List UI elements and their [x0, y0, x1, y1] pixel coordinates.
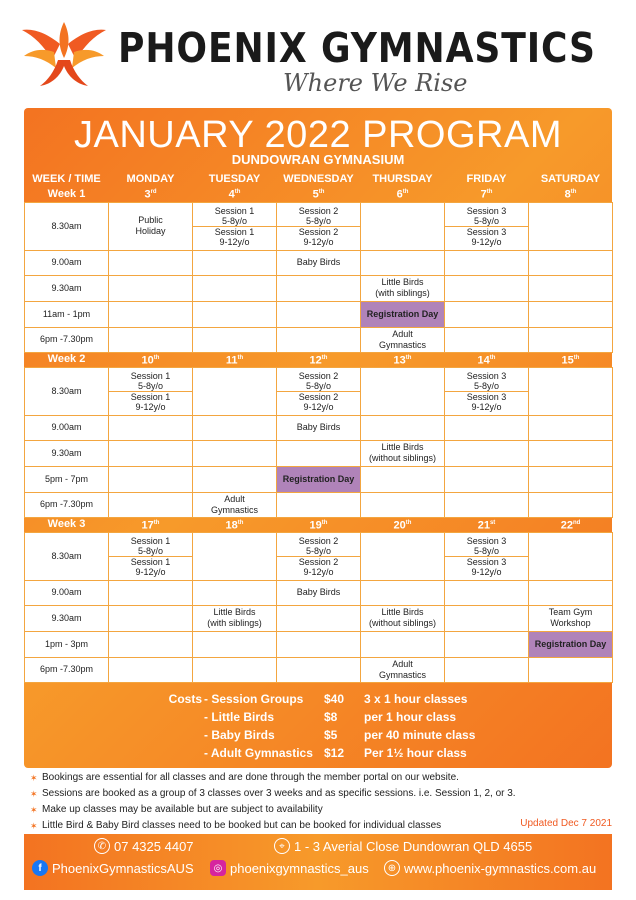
class-cell — [529, 275, 613, 301]
date-cell: 19th — [309, 519, 328, 532]
class-cell — [109, 466, 193, 492]
class-cell — [529, 657, 613, 682]
class-cell — [193, 466, 277, 492]
registration-day-cell: Registration Day — [529, 631, 613, 657]
program-title: JANUARY 2022 PROGRAM — [74, 114, 562, 156]
class-cell: Team Gym Workshop — [529, 605, 613, 631]
schedule-row — [25, 202, 613, 250]
cost-row — [24, 692, 612, 710]
class-cell — [109, 605, 193, 631]
date-cell: 18th — [225, 519, 244, 532]
class-cell — [529, 492, 613, 517]
schedule-row — [25, 605, 613, 631]
time-label: 9.30am — [25, 440, 109, 466]
class-cell — [109, 657, 193, 682]
class-cell — [193, 275, 277, 301]
cost-item: - Session Groups — [204, 692, 304, 706]
class-cell: Session 1 5-8y/o Session 1 9-12y/o — [109, 532, 193, 580]
class-cell — [361, 492, 445, 517]
time-label: 6pm -7.30pm — [25, 657, 109, 682]
class-cell — [529, 301, 613, 327]
class-cell — [529, 532, 613, 580]
class-cell — [277, 657, 361, 682]
date-cell: 4th — [228, 189, 241, 202]
location-pin-icon: ⌖ — [274, 838, 290, 854]
class-cell — [445, 440, 529, 466]
class-cell — [109, 301, 193, 327]
date-cell: 13th — [393, 354, 412, 367]
bird-bullet-icon: ✶ — [30, 821, 38, 831]
class-cell: Session 3 5-8y/o Session 3 9-12y/o — [445, 367, 529, 415]
class-cell — [361, 532, 445, 580]
class-cell: Baby Birds — [277, 580, 361, 605]
time-label: 9.30am — [25, 605, 109, 631]
globe-icon: ⊕ — [384, 860, 400, 876]
class-cell — [529, 580, 613, 605]
schedule-row — [25, 492, 613, 517]
week-label: Week 3 — [47, 518, 86, 530]
address-contact — [274, 838, 532, 854]
class-cell: Little Birds (without siblings) — [361, 440, 445, 466]
date-cell: 21st — [477, 519, 496, 532]
updated-date: Updated Dec 7 2021 — [520, 818, 612, 829]
date-cell: 10th — [141, 354, 160, 367]
class-cell — [193, 327, 277, 352]
costs-section — [24, 688, 612, 764]
day-header: THURSDAY — [372, 173, 433, 185]
class-cell — [361, 580, 445, 605]
registration-day-cell: Registration Day — [361, 301, 445, 327]
note-item: ✶ Little Bird & Baby Bird classes need to be booked but can be booked for individual classes — [30, 818, 620, 834]
class-cell — [445, 327, 529, 352]
class-cell — [277, 492, 361, 517]
phone-icon: ✆ — [94, 838, 110, 854]
instagram-link[interactable] — [210, 860, 369, 876]
day-header: WEDNESDAY — [283, 173, 354, 185]
facebook-icon: f — [32, 860, 48, 876]
week-label: Week 2 — [47, 353, 86, 365]
schedule-row — [25, 250, 613, 275]
cost-item: - Adult Gymnastics — [204, 746, 313, 760]
time-label: 8.30am — [25, 202, 109, 250]
schedule-row — [25, 415, 613, 440]
registration-day-cell: Registration Day — [277, 466, 361, 492]
class-cell — [109, 415, 193, 440]
cost-row — [24, 728, 612, 746]
bird-bullet-icon: ✶ — [30, 789, 38, 799]
class-cell — [361, 202, 445, 250]
class-cell — [445, 466, 529, 492]
class-cell — [445, 605, 529, 631]
schedule-row — [25, 631, 613, 657]
instagram-icon: ◎ — [210, 860, 226, 876]
date-cell: 11th — [225, 354, 244, 367]
class-cell: Public Holiday — [109, 202, 193, 250]
bird-bullet-icon: ✶ — [30, 805, 38, 815]
class-cell — [109, 327, 193, 352]
class-cell — [277, 631, 361, 657]
brand-name: PHOENIX GYMNASTICS — [118, 24, 596, 72]
class-cell — [445, 301, 529, 327]
class-cell — [445, 275, 529, 301]
time-label: 9.30am — [25, 275, 109, 301]
week-label: Week 1 — [47, 187, 86, 200]
date-cell: 20th — [393, 519, 412, 532]
class-cell — [277, 327, 361, 352]
week-time-header: WEEK / TIME — [32, 173, 101, 185]
class-cell: Session 3 5-8y/o Session 3 9-12y/o — [445, 532, 529, 580]
day-header-row — [25, 172, 613, 187]
class-cell — [193, 580, 277, 605]
facebook-link[interactable] — [32, 860, 194, 876]
cost-row — [24, 746, 612, 764]
class-cell — [109, 580, 193, 605]
cost-price: $12 — [324, 746, 345, 760]
class-cell: Session 3 5-8y/o Session 3 9-12y/o — [445, 202, 529, 250]
class-cell — [109, 492, 193, 517]
schedule-row — [25, 327, 613, 352]
class-cell — [445, 492, 529, 517]
time-label: 6pm -7.30pm — [25, 327, 109, 352]
cost-item: - Baby Birds — [204, 728, 275, 742]
class-cell — [529, 440, 613, 466]
cost-description: per 40 minute class — [364, 728, 476, 742]
class-cell: Adult Gymnastics — [361, 327, 445, 352]
schedule-row — [25, 580, 613, 605]
costs-label: Costs — [168, 692, 202, 706]
instagram-handle: phoenixgymnastics_aus — [230, 860, 369, 876]
class-cell: Session 2 5-8y/o Session 2 9-12y/o — [277, 202, 361, 250]
class-cell: Adult Gymnastics — [193, 492, 277, 517]
class-cell — [529, 250, 613, 275]
class-cell: Session 1 5-8y/o Session 1 9-12y/o — [193, 202, 277, 250]
date-cell: 6th — [396, 189, 409, 202]
header-logo-row — [18, 14, 618, 104]
week-row — [25, 187, 613, 202]
date-cell: 8th — [564, 189, 577, 202]
schedule-row — [25, 657, 613, 682]
week-row — [25, 352, 613, 367]
program-venue: DUNDOWRAN GYMNASIUM — [231, 152, 405, 167]
class-cell — [445, 657, 529, 682]
class-cell — [361, 631, 445, 657]
address-text: 1 - 3 Averial Close Dundowran QLD 4655 — [294, 838, 533, 854]
class-cell — [445, 580, 529, 605]
time-label: 8.30am — [25, 367, 109, 415]
class-cell — [529, 202, 613, 250]
class-cell — [193, 250, 277, 275]
class-cell — [193, 532, 277, 580]
day-header: MONDAY — [126, 173, 175, 185]
class-cell — [277, 440, 361, 466]
class-cell — [277, 605, 361, 631]
class-cell — [193, 440, 277, 466]
note-item: ✶ Make up classes may be available but are subject to availability — [30, 802, 620, 818]
cost-price: $5 — [324, 728, 338, 742]
class-cell — [109, 275, 193, 301]
class-cell — [193, 367, 277, 415]
website-url: www.phoenix-gymnastics.com.au — [404, 860, 597, 876]
schedule-row — [25, 301, 613, 327]
time-label: 6pm -7.30pm — [25, 492, 109, 517]
class-cell: Little Birds (without siblings) — [361, 605, 445, 631]
facebook-handle: PhoenixGymnasticsAUS — [52, 860, 194, 876]
class-cell — [193, 657, 277, 682]
class-cell — [361, 367, 445, 415]
phoenix-logo-icon — [18, 14, 110, 92]
class-cell — [529, 466, 613, 492]
class-cell — [193, 301, 277, 327]
day-header: FRIDAY — [466, 173, 507, 185]
phone-number: 07 4325 4407 — [114, 838, 194, 854]
website-link[interactable] — [384, 860, 596, 876]
class-cell — [109, 440, 193, 466]
class-cell — [361, 466, 445, 492]
brand-tagline: Where We Rise — [283, 69, 468, 97]
schedule-row — [25, 367, 613, 415]
time-label: 11am - 1pm — [25, 301, 109, 327]
class-cell — [193, 631, 277, 657]
time-label: 9.00am — [25, 250, 109, 275]
date-cell: 5th — [312, 189, 325, 202]
time-label: 9.00am — [25, 415, 109, 440]
week-row — [25, 517, 613, 532]
class-cell: Baby Birds — [277, 250, 361, 275]
class-cell — [445, 250, 529, 275]
cost-price: $8 — [324, 710, 338, 724]
schedule-table — [24, 172, 613, 683]
class-cell: Session 2 5-8y/o Session 2 9-12y/o — [277, 367, 361, 415]
time-label: 1pm - 3pm — [25, 631, 109, 657]
class-cell: Session 1 5-8y/o Session 1 9-12y/o — [109, 367, 193, 415]
schedule-row — [25, 532, 613, 580]
class-cell — [277, 275, 361, 301]
class-cell: Session 2 5-8y/o Session 2 9-12y/o — [277, 532, 361, 580]
class-cell — [529, 415, 613, 440]
date-cell: 22nd — [560, 519, 581, 532]
day-header: SATURDAY — [540, 173, 601, 185]
class-cell — [529, 367, 613, 415]
time-label: 8.30am — [25, 532, 109, 580]
cost-description: per 1 hour class — [364, 710, 457, 724]
cost-description: 3 x 1 hour classes — [364, 692, 468, 706]
cost-description: Per 1½ hour class — [364, 746, 467, 760]
class-cell — [445, 415, 529, 440]
class-cell — [445, 631, 529, 657]
class-cell: Baby Birds — [277, 415, 361, 440]
class-cell — [109, 631, 193, 657]
date-cell: 3rd — [144, 189, 157, 202]
time-label: 5pm - 7pm — [25, 466, 109, 492]
note-item: ✶ Sessions are booked as a group of 3 classes over 3 weeks and as specific sessions. i.e. Session 1, 2, or 3. — [30, 786, 620, 802]
cost-price: $40 — [324, 692, 345, 706]
class-cell — [361, 250, 445, 275]
schedule-row — [25, 440, 613, 466]
schedule-row — [25, 466, 613, 492]
cost-row — [24, 710, 612, 728]
day-header: TUESDAY — [208, 173, 261, 185]
class-cell: Adult Gymnastics — [361, 657, 445, 682]
date-cell: 12th — [309, 354, 328, 367]
program-panel — [24, 108, 612, 768]
date-cell: 14th — [477, 354, 496, 367]
date-cell: 7th — [480, 189, 493, 202]
class-cell: Little Birds (with siblings) — [193, 605, 277, 631]
class-cell — [361, 415, 445, 440]
time-label: 9.00am — [25, 580, 109, 605]
contact-bar — [24, 834, 612, 890]
schedule-row — [25, 275, 613, 301]
date-cell: 17th — [141, 519, 160, 532]
phone-contact[interactable] — [94, 838, 194, 854]
class-cell: Little Birds (with siblings) — [361, 275, 445, 301]
class-cell — [277, 301, 361, 327]
note-item: ✶ Bookings are essential for all classes and are done through the member portal on our website. — [30, 770, 620, 786]
class-cell — [193, 415, 277, 440]
class-cell — [529, 327, 613, 352]
bird-bullet-icon: ✶ — [30, 773, 38, 783]
cost-item: - Little Birds — [204, 710, 275, 724]
date-cell: 15th — [561, 354, 580, 367]
class-cell — [109, 250, 193, 275]
